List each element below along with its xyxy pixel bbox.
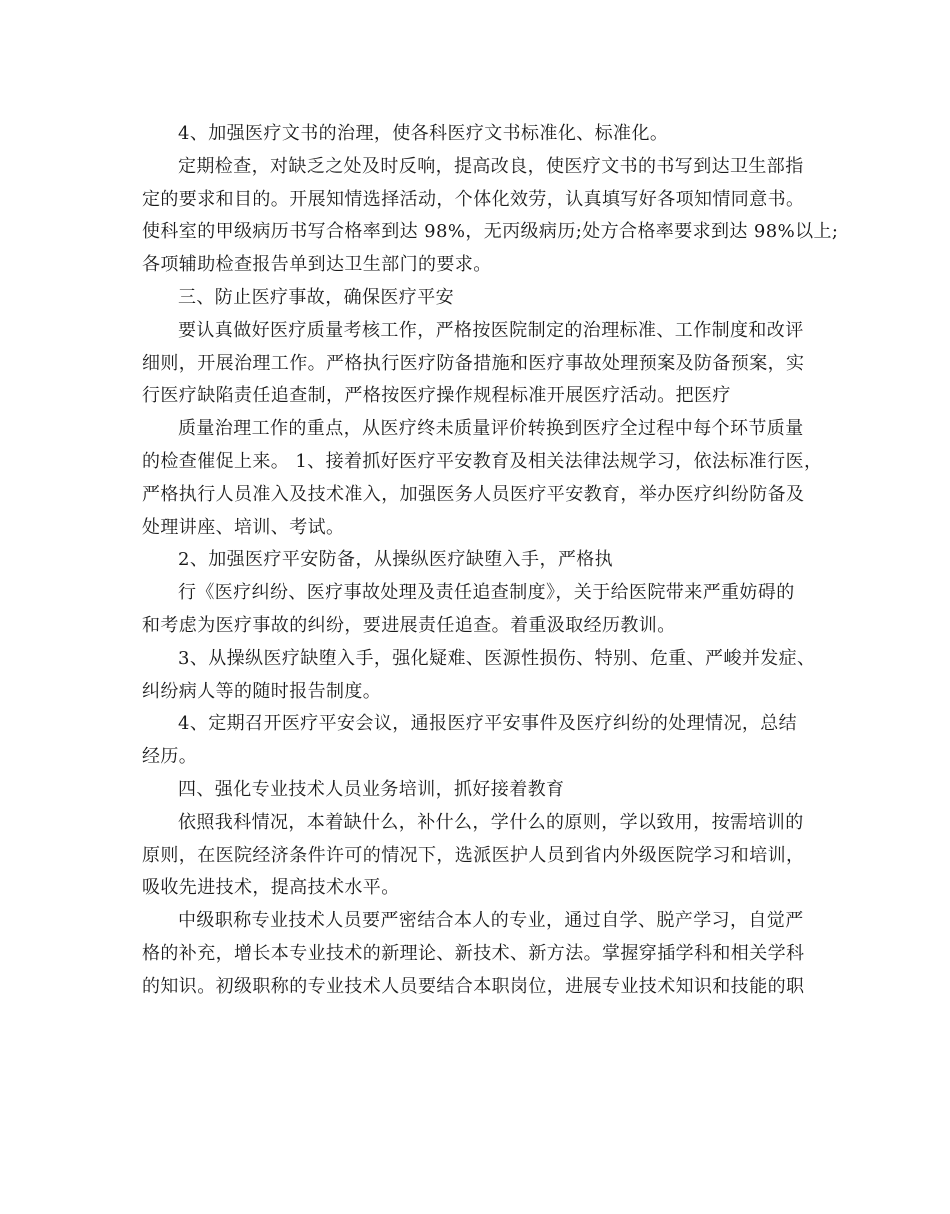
text-line: 依照我科情况，本着缺什么，补什么，学什么的原则，学以致用，按需培训的 — [178, 811, 804, 833]
text-line: 质量治理工作的重点，从医疗终未质量评价转换到医疗全过程中每个环节质量 — [178, 418, 804, 440]
text-line: 要认真做好医疗质量考核工作，严格按医院制定的治理标准、工作制度和改评 — [178, 319, 804, 341]
text-line: 使科室的甲级病历书写合格率到达 98%，无丙级病历;处方合格率要求到达 98%以上; — [142, 221, 839, 243]
text-line: 4、定期召开医疗平安会议，通报医疗平安事件及医疗纠纷的处理情况，总结 — [178, 713, 798, 735]
document-body — [142, 118, 839, 1004]
text-line: 严格执行人员准入及技术准入，加强医务人员医疗平安教育，举办医疗纠纷防备及 — [142, 483, 805, 505]
text-line: 3、从操纵医疗缺堕入手，强化疑难、医源性损伤、特别、危重、严峻并发症、 — [178, 647, 816, 669]
text-line: 行医疗缺陷责任追查制，严格按医疗操作规程标准开展医疗活动。把医疗 — [142, 385, 731, 407]
text-line: 三、防止医疗事故，确保医疗平安 — [178, 286, 454, 308]
text-line: 四、强化专业技术人员业务培训，抓好接着教育 — [178, 778, 565, 800]
text-line: 定的要求和目的。开展知情选择活动，个体化效劳，认真填写好各项知情同意书。 — [142, 188, 805, 210]
text-line: 2、加强医疗平安防备，从操纵医疗缺堕入手，严格执 — [178, 549, 614, 571]
text-line: 4、加强医疗文书的治理，使各科医疗文书标准化、标准化。 — [178, 123, 669, 144]
text-line: 吸收先进技术，提高技术水平。 — [142, 877, 400, 899]
text-line: 原则，在医院经济条件许可的情况下，选派医护人员到省内外级医院学习和培训， — [142, 844, 805, 866]
text-line: 的检查催促上来。 1、接着抓好医疗平安教育及相关法律法规学习，依法标准行医， — [142, 450, 823, 472]
text-line: 纠纷病人等的随时报告制度。 — [142, 680, 382, 702]
text-line: 经历。 — [142, 746, 198, 768]
text-line: 各项辅助检查报告单到达卫生部门的要求。 — [142, 254, 492, 276]
text-line: 和考虑为医疗事故的纠纷，要进展责任追查。着重汲取经历教训。 — [142, 614, 676, 636]
text-line: 细则，开展治理工作。严格执行医疗防备措施和医疗事故处理预案及防备预案，实 — [142, 352, 805, 374]
text-line: 的知识。初级职称的专业技术人员要结合本职岗位，进展专业技术知识和技能的职 — [142, 975, 805, 997]
text-line: 处理讲座、培训、考试。 — [142, 516, 345, 538]
text-line: 格的补充，增长本专业技术的新理论、新技术、新方法。掌握穿插学科和相关学科 — [142, 942, 805, 964]
text-line: 行《医疗纠纷、医疗事故处理及责任追查制度》，关于给医院带来严重妨碍的 — [178, 582, 795, 604]
text-line: 中级职称专业技术人员要严密结合本人的专业，通过自学、脱产学习，自觉严 — [178, 910, 804, 932]
text-line: 定期检查，对缺乏之处及时反响，提高改良，使医疗文书的书写到达卫生部指 — [178, 155, 804, 177]
